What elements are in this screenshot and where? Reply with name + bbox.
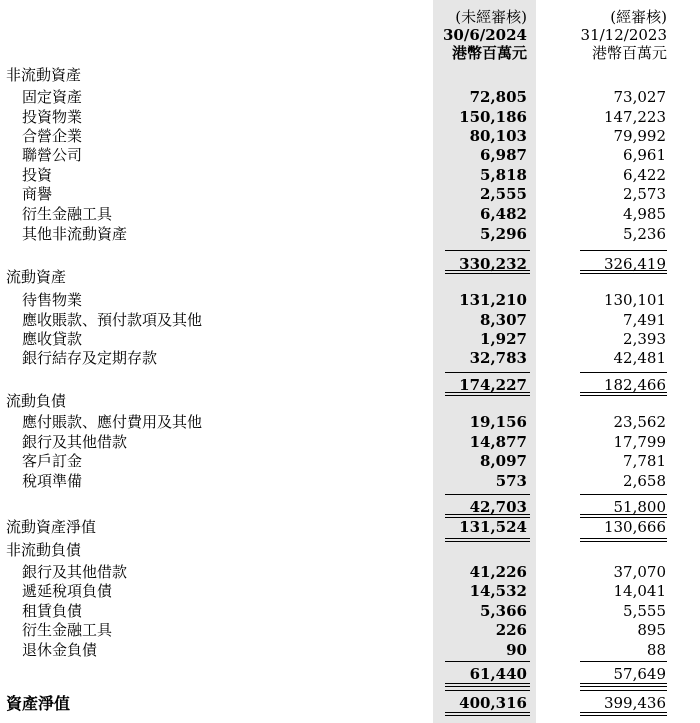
rule-double <box>580 392 667 396</box>
value-prior: 17,799 <box>613 433 666 451</box>
value-prior: 5,555 <box>623 602 666 620</box>
row-label: 商譽 <box>22 185 53 203</box>
row-label: 聯營公司 <box>22 146 83 164</box>
value-prior: 23,562 <box>613 413 666 431</box>
value-current: 5,296 <box>480 225 527 243</box>
rule-single <box>445 661 530 662</box>
rule-single <box>445 372 530 373</box>
rule-single <box>580 690 667 691</box>
table-row <box>0 185 700 204</box>
rule-double <box>445 538 530 542</box>
value-prior: 4,985 <box>623 205 666 223</box>
table-row <box>0 349 700 368</box>
table-row <box>0 518 700 537</box>
value-prior: 42,481 <box>613 349 666 367</box>
table-row <box>0 166 700 185</box>
table-row <box>0 665 700 684</box>
column-header-prior <box>570 8 667 62</box>
value-current: 131,210 <box>459 291 527 309</box>
table-row <box>0 66 700 85</box>
value-prior: 57,649 <box>613 665 666 683</box>
value-current: 131,524 <box>459 518 527 536</box>
col1-status: (未經審核) <box>455 8 527 26</box>
value-current: 90 <box>506 641 527 659</box>
value-current: 2,555 <box>480 185 527 203</box>
rule-single <box>580 494 667 495</box>
value-current: 226 <box>495 621 527 639</box>
value-current: 8,307 <box>480 311 527 329</box>
row-label: 應付賬款、應付費用及其他 <box>22 413 203 431</box>
value-prior: 14,041 <box>613 582 666 600</box>
rule-double <box>580 270 667 274</box>
row-label: 非流動負債 <box>6 541 82 559</box>
row-label: 投資 <box>22 166 53 184</box>
value-prior: 147,223 <box>603 108 666 126</box>
value-current: 174,227 <box>459 376 527 394</box>
row-label: 遞延稅項負債 <box>22 582 113 600</box>
value-prior: 5,236 <box>623 225 666 243</box>
value-current: 6,987 <box>480 146 527 164</box>
value-current: 42,703 <box>469 498 527 516</box>
rule-single <box>580 372 667 373</box>
value-prior: 2,658 <box>623 472 666 490</box>
value-prior: 7,781 <box>623 452 666 470</box>
row-label: 其他非流動資產 <box>22 225 128 243</box>
value-prior: 326,419 <box>603 255 666 273</box>
row-label: 客戶訂金 <box>22 452 83 470</box>
value-current: 1,927 <box>480 330 527 348</box>
value-current: 400,316 <box>459 694 527 712</box>
rule-double <box>580 514 667 518</box>
column-header-current <box>433 8 527 62</box>
table-row <box>0 602 700 621</box>
row-label: 資產淨值 <box>6 694 71 713</box>
row-label: 衍生金融工具 <box>22 205 113 223</box>
row-label: 租賃負債 <box>22 602 83 620</box>
value-current: 5,818 <box>480 166 527 184</box>
value-prior: 7,491 <box>623 311 666 329</box>
value-prior: 37,070 <box>613 563 666 581</box>
value-current: 5,366 <box>480 602 527 620</box>
value-prior: 130,101 <box>603 291 666 309</box>
table-row <box>0 225 700 244</box>
value-current: 14,532 <box>469 582 527 600</box>
col1-unit: 港幣百萬元 <box>451 44 527 62</box>
value-prior: 6,422 <box>623 166 666 184</box>
row-label: 銀行及其他借款 <box>22 563 128 581</box>
value-prior: 182,466 <box>603 376 666 394</box>
table-row <box>0 641 700 660</box>
value-prior: 2,573 <box>623 185 666 203</box>
rule-single <box>580 661 667 662</box>
value-prior: 73,027 <box>613 88 666 106</box>
table-row <box>0 127 700 146</box>
table-row <box>0 146 700 165</box>
rule-double <box>445 683 530 687</box>
row-label: 合營企業 <box>22 127 83 145</box>
value-current: 8,097 <box>480 452 527 470</box>
row-label: 固定資產 <box>22 88 83 106</box>
rule-double <box>445 514 530 518</box>
table-row <box>0 108 700 127</box>
value-current: 41,226 <box>469 563 527 581</box>
col2-unit: 港幣百萬元 <box>591 44 667 62</box>
row-label: 流動資產淨值 <box>6 518 97 536</box>
rule-double <box>445 712 530 716</box>
value-prior: 2,393 <box>623 330 666 348</box>
table-row <box>0 330 700 349</box>
table-row <box>0 88 700 107</box>
value-prior: 79,992 <box>613 127 666 145</box>
value-prior: 51,800 <box>613 498 666 516</box>
value-prior: 399,436 <box>603 694 666 712</box>
rule-single <box>445 250 530 251</box>
value-current: 6,482 <box>480 205 527 223</box>
table-row <box>0 582 700 601</box>
row-label: 流動資產 <box>6 268 67 286</box>
value-prior: 88 <box>646 641 666 659</box>
value-prior: 6,961 <box>623 146 666 164</box>
col2-date: 31/12/2023 <box>580 26 667 44</box>
table-row <box>0 541 700 560</box>
table-row <box>0 205 700 224</box>
value-current: 573 <box>495 472 527 490</box>
table-row <box>0 472 700 491</box>
table-row <box>0 413 700 432</box>
table-row <box>0 694 700 713</box>
rule-double <box>445 392 530 396</box>
value-current: 330,232 <box>459 255 527 273</box>
row-label: 衍生金融工具 <box>22 621 113 639</box>
row-label: 非流動資產 <box>6 66 82 84</box>
value-current: 19,156 <box>469 413 527 431</box>
row-label: 待售物業 <box>22 291 83 309</box>
rule-single <box>445 494 530 495</box>
value-current: 150,186 <box>459 108 527 126</box>
table-row <box>0 291 700 310</box>
value-current: 32,783 <box>469 349 527 367</box>
rule-double <box>580 683 667 687</box>
value-current: 72,805 <box>469 88 527 106</box>
row-label: 投資物業 <box>22 108 83 126</box>
row-label: 銀行及其他借款 <box>22 433 128 451</box>
row-label: 銀行結存及定期存款 <box>22 349 158 367</box>
value-prior: 895 <box>637 621 666 639</box>
table-row <box>0 433 700 452</box>
table-row <box>0 311 700 330</box>
rule-double <box>445 270 530 274</box>
table-row <box>0 452 700 471</box>
rule-single <box>445 690 530 691</box>
rule-single <box>580 250 667 251</box>
col1-date: 30/6/2024 <box>442 26 527 44</box>
row-label: 流動負債 <box>6 392 67 410</box>
value-current: 80,103 <box>469 127 527 145</box>
value-prior: 130,666 <box>603 518 666 536</box>
value-current: 14,877 <box>469 433 527 451</box>
rule-double <box>580 538 667 542</box>
table-row <box>0 563 700 582</box>
row-label: 稅項準備 <box>22 472 83 490</box>
row-label: 應收貸款 <box>22 330 83 348</box>
row-label: 應收賬款、預付款項及其他 <box>22 311 203 329</box>
table-row <box>0 621 700 640</box>
col2-status: (經審核) <box>610 8 667 26</box>
row-label: 退休金負債 <box>22 641 98 659</box>
rule-double <box>580 712 667 716</box>
value-current: 61,440 <box>469 665 527 683</box>
